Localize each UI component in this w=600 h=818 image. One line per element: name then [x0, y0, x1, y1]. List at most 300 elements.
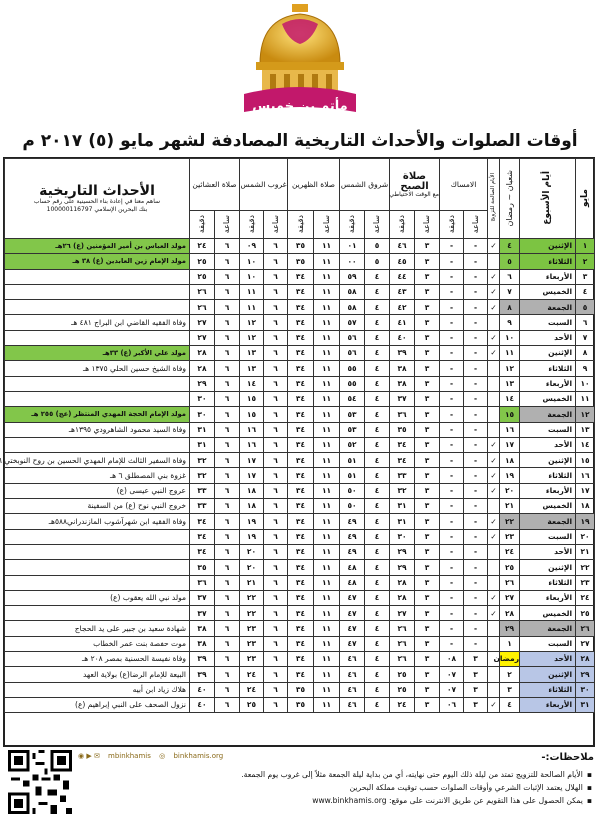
fajr-minute: ٣٨: [390, 376, 415, 391]
sunset-hour: ٦: [264, 606, 288, 621]
sunrise-hour: ٤: [365, 682, 390, 697]
dhuhr-minute: ٣٤: [288, 453, 314, 468]
sunrise-minute: ٥٥: [340, 376, 365, 391]
sunrise-hour: ٥: [365, 254, 390, 269]
fajr-minute: ٢٩: [390, 560, 415, 575]
table-row: [5, 575, 595, 590]
date-cell: ٢٠: [576, 529, 595, 544]
date-cell: ٢٦: [576, 621, 595, 636]
event-cell: [5, 376, 190, 391]
sunset-hour: ٦: [264, 391, 288, 406]
sunset-hour: ٦: [264, 407, 288, 422]
table-row: [5, 254, 595, 269]
fajr-minute: ٣٤: [390, 437, 415, 452]
table-row: [5, 453, 595, 468]
hijri-day-cell: ١٧: [500, 437, 520, 452]
sunrise-hour: ٤: [365, 330, 390, 345]
dhuhr-minute: ٣٤: [288, 652, 314, 667]
dhuhr-hour: ١١: [314, 483, 340, 498]
table-row: [5, 346, 595, 361]
table-row: [5, 697, 595, 712]
hijri-day-cell: ٢٠: [500, 483, 520, 498]
table-row: [5, 407, 595, 422]
dhuhr-minute: ٣٤: [288, 621, 314, 636]
isha-hour: ٦: [215, 499, 240, 514]
sunset-minute: ٢٠: [240, 544, 264, 559]
sunset-hour: ٦: [264, 575, 288, 590]
imsak-hour: ٣: [464, 667, 488, 682]
day-cell: الأربعاء: [520, 697, 576, 712]
isha-minute: ٣٤: [190, 529, 215, 544]
header-hour: ساعة: [264, 211, 288, 239]
hijri-day-cell: ٢٣: [500, 529, 520, 544]
sunrise-hour: ٤: [365, 560, 390, 575]
dhuhr-hour: ١١: [314, 422, 340, 437]
fajr-hour: ٣: [415, 422, 440, 437]
sunset-hour: ٦: [264, 437, 288, 452]
date-cell: ١٩: [576, 514, 595, 529]
imsak-hour: -: [464, 483, 488, 498]
header-day: أيام الأسبوع: [520, 159, 576, 239]
dhuhr-hour: ١١: [314, 361, 340, 376]
hijri-day-cell: ٢٩: [500, 621, 520, 636]
isha-hour: ٦: [215, 269, 240, 284]
imsak-hour: -: [464, 407, 488, 422]
sunset-hour: ٦: [264, 560, 288, 575]
imsak-minute: -: [440, 437, 464, 452]
day-cell: الثلاثاء: [520, 575, 576, 590]
sunrise-hour: ٤: [365, 391, 390, 406]
imsak-hour: -: [464, 560, 488, 575]
fajr-hour: ٣: [415, 239, 440, 254]
isha-minute: ٣١: [190, 422, 215, 437]
isha-minute: ٢٩: [190, 376, 215, 391]
isha-hour: ٦: [215, 315, 240, 330]
fajr-hour: ٣: [415, 376, 440, 391]
fajr-minute: ٤٦: [390, 239, 415, 254]
event-cell: غزوة بني المصطلق ٦ هـ: [5, 468, 190, 483]
fajr-minute: ٢٥: [390, 667, 415, 682]
sunset-hour: ٦: [264, 652, 288, 667]
sunrise-hour: ٤: [365, 422, 390, 437]
hijri-day-cell: ٢: [500, 667, 520, 682]
event-cell: مولد الإمام الحجة المهدي المنتظر (عج) ٢٥٥ هـ: [5, 407, 190, 422]
dhuhr-minute: ٣٤: [288, 269, 314, 284]
dhuhr-minute: ٣٥: [288, 254, 314, 269]
dhuhr-hour: ١١: [314, 437, 340, 452]
marriage-check-icon: [488, 391, 500, 406]
isha-minute: ٣٨: [190, 636, 215, 651]
sunset-minute: ١٣: [240, 361, 264, 376]
marriage-check-icon: [488, 575, 500, 590]
fajr-minute: ٢٤: [390, 697, 415, 712]
date-cell: ٩: [576, 361, 595, 376]
isha-minute: ٢٧: [190, 315, 215, 330]
table-row: [5, 284, 595, 299]
fajr-minute: ٤١: [390, 315, 415, 330]
hijri-day-cell: رمضان: [500, 652, 520, 667]
event-cell: مولد الإمام زين العابدين (ع) ٣٨ هـ: [5, 254, 190, 269]
globe-icon: ◎: [159, 752, 166, 760]
sunrise-hour: ٤: [365, 667, 390, 682]
sunrise-minute: ٤٦: [340, 697, 365, 712]
header-isha: صلاة العشائين: [190, 159, 240, 211]
dhuhr-hour: ١١: [314, 391, 340, 406]
dhuhr-minute: ٣٤: [288, 376, 314, 391]
dhuhr-hour: ١١: [314, 346, 340, 361]
day-cell: الإثنين: [520, 560, 576, 575]
table-row: [5, 514, 595, 529]
hijri-day-cell: ٢٨: [500, 606, 520, 621]
table-row: [5, 682, 595, 697]
dhuhr-hour: ١١: [314, 468, 340, 483]
date-cell: ٢٢: [576, 560, 595, 575]
header-minute: دقيقة: [190, 211, 215, 239]
isha-minute: ٣٢: [190, 453, 215, 468]
header-date: مايو: [576, 159, 595, 239]
imsak-hour: -: [464, 529, 488, 544]
event-cell: [5, 269, 190, 284]
isha-minute: ٣٠: [190, 391, 215, 406]
fajr-hour: ٣: [415, 361, 440, 376]
fajr-hour: ٣: [415, 468, 440, 483]
table-row: [5, 269, 595, 284]
header-hour: ساعة: [314, 211, 340, 239]
day-cell: الخميس: [520, 606, 576, 621]
fajr-hour: ٣: [415, 284, 440, 299]
marriage-check-icon: ✓: [488, 284, 500, 299]
social-icons: ◉ ▶ ✉: [78, 752, 100, 760]
event-cell: وفاة السفير الثالث للإمام المهدي الحسين بن روح النوبختي: [5, 453, 190, 468]
sunset-minute: ١١: [240, 284, 264, 299]
table-row: [5, 544, 595, 559]
imsak-minute: -: [440, 529, 464, 544]
isha-hour: ٦: [215, 621, 240, 636]
event-cell: نزول الصحف على النبي إبراهيم (ع): [5, 697, 190, 712]
imsak-minute: -: [440, 606, 464, 621]
day-cell: الإثنين: [520, 346, 576, 361]
day-cell: الأحد: [520, 330, 576, 345]
event-cell: وفاة السيد محمود الشاهرودي ١٣٩٥هـ: [5, 422, 190, 437]
hijri-day-cell: ١٦: [500, 422, 520, 437]
sunset-minute: ٢٠: [240, 560, 264, 575]
day-cell: الجمعة: [520, 407, 576, 422]
sunset-minute: ١٢: [240, 315, 264, 330]
imsak-minute: -: [440, 468, 464, 483]
isha-hour: ٦: [215, 483, 240, 498]
table-row: [5, 376, 595, 391]
sunset-minute: ١٦: [240, 422, 264, 437]
event-cell: [5, 284, 190, 299]
hijri-day-cell: ٤: [500, 697, 520, 712]
dhuhr-minute: ٣٤: [288, 422, 314, 437]
imsak-minute: -: [440, 376, 464, 391]
header-hour: ساعة: [464, 211, 488, 239]
imsak-minute: -: [440, 361, 464, 376]
date-cell: ٢٨: [576, 652, 595, 667]
sunrise-minute: ٠٠: [340, 254, 365, 269]
table-row: [5, 239, 595, 254]
dhuhr-hour: ١١: [314, 499, 340, 514]
marriage-check-icon: ✓: [488, 590, 500, 605]
sunrise-minute: ٤٩: [340, 544, 365, 559]
event-cell: [5, 544, 190, 559]
dhuhr-minute: ٣٤: [288, 315, 314, 330]
sunrise-minute: ٥٣: [340, 407, 365, 422]
marriage-check-icon: ✓: [488, 514, 500, 529]
isha-minute: ٣٨: [190, 621, 215, 636]
date-cell: ٤: [576, 284, 595, 299]
day-cell: الأحد: [520, 652, 576, 667]
event-cell: [5, 300, 190, 315]
event-cell: [5, 437, 190, 452]
sunset-minute: ٢٤: [240, 682, 264, 697]
date-cell: ١٦: [576, 468, 595, 483]
day-cell: الجمعة: [520, 300, 576, 315]
dhuhr-hour: ١١: [314, 315, 340, 330]
fajr-minute: ٤٣: [390, 284, 415, 299]
imsak-hour: -: [464, 391, 488, 406]
sunrise-hour: ٤: [365, 300, 390, 315]
event-cell: وفاة الفقيه ابن شهرآشوب المازندراني٥٨٨هـ: [5, 514, 190, 529]
sunset-hour: ٦: [264, 453, 288, 468]
sunset-hour: ٦: [264, 361, 288, 376]
imsak-minute: -: [440, 560, 464, 575]
sunrise-minute: ٥٠: [340, 483, 365, 498]
notes-list: [172, 768, 592, 807]
dhuhr-minute: ٣٥: [288, 239, 314, 254]
sunset-hour: ٦: [264, 697, 288, 712]
isha-hour: ٦: [215, 544, 240, 559]
fajr-hour: ٣: [415, 254, 440, 269]
marriage-check-icon: [488, 407, 500, 422]
day-cell: السبت: [520, 422, 576, 437]
imsak-minute: -: [440, 330, 464, 345]
day-cell: الثلاثاء: [520, 682, 576, 697]
imsak-hour: ٣: [464, 697, 488, 712]
marriage-check-icon: [488, 636, 500, 651]
table-row: [5, 529, 595, 544]
sunset-minute: ١٦: [240, 437, 264, 452]
sunset-minute: ١٨: [240, 499, 264, 514]
imsak-hour: -: [464, 346, 488, 361]
day-cell: الأحد: [520, 544, 576, 559]
sunrise-hour: ٤: [365, 544, 390, 559]
table-row: [5, 483, 595, 498]
fajr-minute: ٤٢: [390, 300, 415, 315]
marriage-check-icon: [488, 621, 500, 636]
fajr-minute: ٤٠: [390, 330, 415, 345]
sunrise-hour: ٤: [365, 529, 390, 544]
dhuhr-hour: ١١: [314, 300, 340, 315]
imsak-hour: -: [464, 330, 488, 345]
imsak-minute: -: [440, 636, 464, 651]
fajr-minute: ٤٤: [390, 269, 415, 284]
fajr-minute: ٢٩: [390, 544, 415, 559]
fajr-minute: ٤٥: [390, 254, 415, 269]
dhuhr-minute: ٣٤: [288, 499, 314, 514]
fajr-minute: ٣٨: [390, 361, 415, 376]
dhuhr-minute: ٣٤: [288, 437, 314, 452]
sunrise-hour: ٤: [365, 315, 390, 330]
isha-hour: ٦: [215, 636, 240, 651]
sunrise-minute: ٥٣: [340, 422, 365, 437]
imsak-minute: -: [440, 621, 464, 636]
sunset-hour: ٦: [264, 284, 288, 299]
dhuhr-minute: ٣٤: [288, 330, 314, 345]
date-cell: ١٥: [576, 453, 595, 468]
header-hour: ساعة: [215, 211, 240, 239]
sunset-hour: ٦: [264, 514, 288, 529]
hijri-day-cell: ٢١: [500, 499, 520, 514]
binkhamis-logo: [230, 2, 370, 132]
imsak-minute: -: [440, 239, 464, 254]
dhuhr-minute: ٣٤: [288, 361, 314, 376]
sunrise-hour: ٤: [365, 590, 390, 605]
day-cell: الأربعاء: [520, 269, 576, 284]
imsak-hour: -: [464, 636, 488, 651]
sunrise-minute: ٤٧: [340, 590, 365, 605]
sunset-hour: ٦: [264, 621, 288, 636]
marriage-check-icon: [488, 422, 500, 437]
day-cell: الخميس: [520, 284, 576, 299]
imsak-minute: -: [440, 544, 464, 559]
note-item: ▪ الهلال يعتمد الإثبات الشرعي وأوقات الصلوات حسب توقيت مملكة البحرين: [172, 781, 592, 794]
sunrise-hour: ٤: [365, 284, 390, 299]
isha-hour: ٦: [215, 697, 240, 712]
sunset-hour: ٦: [264, 468, 288, 483]
isha-minute: ٤٠: [190, 697, 215, 712]
isha-minute: ٢٦: [190, 284, 215, 299]
marriage-check-icon: ✓: [488, 269, 500, 284]
date-cell: ٢١: [576, 544, 595, 559]
marriage-check-icon: [488, 315, 500, 330]
header-minute: دقيقة: [240, 211, 264, 239]
imsak-minute: -: [440, 269, 464, 284]
sunrise-minute: ٤٧: [340, 636, 365, 651]
hijri-day-cell: ٤: [500, 239, 520, 254]
social-site[interactable]: binkhamis.org: [173, 752, 224, 760]
fajr-minute: ٣٥: [390, 422, 415, 437]
header-hour: ساعة: [365, 211, 390, 239]
dhuhr-minute: ٣٤: [288, 667, 314, 682]
isha-minute: ٣٧: [190, 590, 215, 605]
sunrise-hour: ٤: [365, 453, 390, 468]
imsak-hour: -: [464, 254, 488, 269]
fajr-hour: ٣: [415, 544, 440, 559]
day-cell: الأربعاء: [520, 483, 576, 498]
table-row: [5, 560, 595, 575]
event-cell: موت حفصة بنت عمر الخطاب: [5, 636, 190, 651]
sunrise-minute: ٤٨: [340, 560, 365, 575]
sunset-minute: ٢٣: [240, 621, 264, 636]
header-minute: دقيقة: [390, 211, 415, 239]
isha-hour: ٦: [215, 590, 240, 605]
fajr-hour: ٣: [415, 636, 440, 651]
social-handle[interactable]: mbinkhamis: [108, 752, 151, 760]
table-row: [5, 361, 595, 376]
fajr-hour: ٣: [415, 560, 440, 575]
sunset-hour: ٦: [264, 529, 288, 544]
sunset-hour: ٦: [264, 269, 288, 284]
marriage-check-icon: ✓: [488, 239, 500, 254]
isha-hour: ٦: [215, 239, 240, 254]
sunset-hour: ٦: [264, 483, 288, 498]
dhuhr-minute: ٣٤: [288, 606, 314, 621]
day-cell: الإثنين: [520, 667, 576, 682]
imsak-hour: -: [464, 453, 488, 468]
imsak-hour: -: [464, 284, 488, 299]
imsak-hour: -: [464, 468, 488, 483]
marriage-check-icon: [488, 667, 500, 682]
event-cell: هلاك زياد ابن أبيه: [5, 682, 190, 697]
date-cell: ١١: [576, 391, 595, 406]
fajr-hour: ٣: [415, 315, 440, 330]
isha-hour: ٦: [215, 284, 240, 299]
marriage-check-icon: ✓: [488, 330, 500, 345]
imsak-hour: -: [464, 239, 488, 254]
date-cell: ٢٤: [576, 590, 595, 605]
fajr-hour: ٣: [415, 606, 440, 621]
dhuhr-hour: ١١: [314, 667, 340, 682]
hijri-day-cell: ١: [500, 636, 520, 651]
marriage-check-icon: [488, 376, 500, 391]
sunrise-hour: ٤: [365, 437, 390, 452]
hijri-day-cell: ١٢: [500, 361, 520, 376]
sunset-hour: ٦: [264, 499, 288, 514]
sunrise-minute: ٥٠: [340, 499, 365, 514]
marriage-check-icon: ✓: [488, 437, 500, 452]
isha-hour: ٦: [215, 346, 240, 361]
day-cell: الإثنين: [520, 239, 576, 254]
hijri-day-cell: ٨: [500, 300, 520, 315]
table-row: [5, 636, 595, 651]
sunrise-minute: ٤٩: [340, 514, 365, 529]
sunrise-hour: ٥: [365, 239, 390, 254]
fajr-hour: ٣: [415, 346, 440, 361]
imsak-hour: -: [464, 437, 488, 452]
date-cell: ٥: [576, 300, 595, 315]
event-cell: البيعة للإمام الرضا(ع) بولاية العهد: [5, 667, 190, 682]
marriage-check-icon: ✓: [488, 300, 500, 315]
table-row: [5, 606, 595, 621]
table-row: [5, 590, 595, 605]
sunset-minute: ١٥: [240, 391, 264, 406]
sunrise-minute: ٤٩: [340, 529, 365, 544]
sunset-minute: ١٨: [240, 483, 264, 498]
isha-hour: ٦: [215, 560, 240, 575]
header-sunrise: شروق الشمس: [340, 159, 390, 211]
sunset-minute: ١٣: [240, 346, 264, 361]
event-cell: مولد نبي الله يعقوب (ع): [5, 590, 190, 605]
dhuhr-minute: ٣٤: [288, 407, 314, 422]
date-cell: ٣٠: [576, 682, 595, 697]
event-cell: وفاة الفقيه القاضي ابن البراج ٤٨١ هـ: [5, 315, 190, 330]
date-cell: ٢٣: [576, 575, 595, 590]
event-cell: عروج النبي عيسى (ع): [5, 483, 190, 498]
table-row: [5, 300, 595, 315]
hijri-day-cell: ٢٢: [500, 514, 520, 529]
dhuhr-minute: ٣٤: [288, 544, 314, 559]
sunrise-minute: ٥٥: [340, 361, 365, 376]
sunset-minute: ١٥: [240, 407, 264, 422]
isha-minute: ٢٨: [190, 361, 215, 376]
dhuhr-hour: ١١: [314, 590, 340, 605]
dhuhr-hour: ١١: [314, 652, 340, 667]
day-cell: الأربعاء: [520, 590, 576, 605]
isha-minute: ٣٦: [190, 575, 215, 590]
sunset-minute: ١١: [240, 300, 264, 315]
